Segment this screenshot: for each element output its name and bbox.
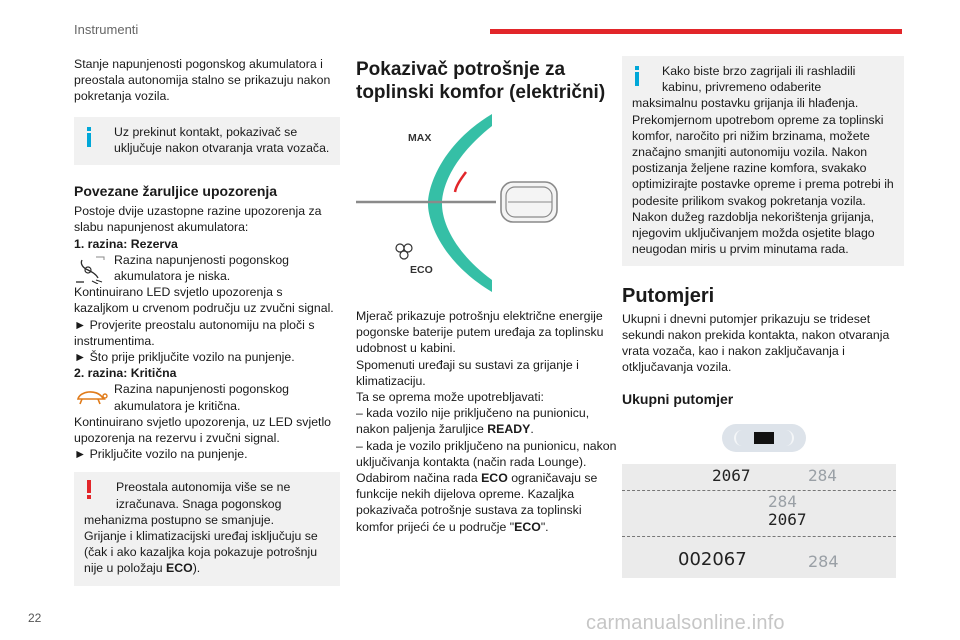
warning-line: mehanizma postupno se smanjuje. <box>84 512 275 527</box>
list-item: – kada je vozilo priključeno na punionicu, nakon uključivanja kontakta (način rada Lounge). <box>356 438 617 469</box>
eco-leaf-icon <box>396 244 412 259</box>
battery-reserve-warning-icon <box>74 254 108 288</box>
level2-description: Razina napunjenosti pogonskog akumulatora je kritična. <box>114 382 290 413</box>
info-icon <box>635 66 639 86</box>
column-3 <box>622 56 904 578</box>
section-heading: Putomjeri <box>622 285 715 308</box>
info-icon <box>87 127 91 147</box>
warning-box <box>74 472 340 585</box>
level2-row <box>74 381 340 413</box>
info-box <box>74 117 340 165</box>
section-heading: Pokazivač potrošnje za toplinski komfor (električni) <box>356 59 606 103</box>
info-line: kabinu, privremeno odaberite <box>662 80 822 95</box>
paragraph: Ukupni i dnevni putomjer prikazuju se trideset sekundi nakon prekida kontakta, nakon otvaranja vrata vozača, kao i nakon zaključavanja i otključavanja vozila. <box>622 311 890 375</box>
odometer-value: 002067 <box>678 548 747 570</box>
paragraph: Mjerač prikazuje potrošnju električne energije pogonske baterije putem uređaja za toplinsku udobnost u kabini. <box>356 309 604 356</box>
action-item: ► Što prije priključite vozilo na punjenje. <box>74 350 295 365</box>
level2-paragraph: Kontinuirano svjetlo upozorenja, uz LED svjetlo upozorenja na rezervu i zvučni signal. <box>74 414 332 446</box>
list-item: – kada vozilo nije priključeno na punionicu, nakon paljenja žaruljice READY. <box>356 406 590 437</box>
column-2 <box>356 56 620 535</box>
level1-paragraph: Kontinuirano LED svjetlo upozorenja s kazaljkom u crvenom području uz zvučni signal. <box>74 285 334 316</box>
trip-value: 284 <box>768 491 797 511</box>
info-box <box>622 56 904 266</box>
odometer-value: 2067 <box>768 509 807 529</box>
action-item: ► Provjerite preostalu autonomiju na ploči s instrumentima. <box>74 317 315 348</box>
column-1 <box>74 56 340 586</box>
odometer-value: 2067 <box>712 465 751 485</box>
level2-title: 2. razina: Kritična <box>74 366 177 381</box>
running-header: Instrumenti <box>74 22 139 37</box>
eco-label: ECO <box>481 471 508 486</box>
level1-title: 1. razina: Rezerva <box>74 236 178 251</box>
subsection-heading: Ukupni putomjer <box>622 391 734 408</box>
info-text: maksimalnu postavku grijanja ili hlađenja. Prekomjernom upotrebom opreme za toplinski komfor, naročito pri nižim brzinama, možete značajno smanjiti autonomiju vozila. Nakon postizanja željene razine komfora, svakako optimizirajte postavke opreme i prema potrebi ih podesite prilikom svakog pokretanja vozila. Nakon dužeg razdoblja nekorištenja grijanja, njegovim uključivanjem možda osjetite blago neugodan miris u prvim minutama rada. <box>632 96 894 257</box>
turtle-critical-warning-icon <box>74 383 108 415</box>
header-accent-bar <box>490 29 902 34</box>
paragraph: Postoje dvije uzastopne razine upozorenja za slabu napunjenost akumulatora: <box>74 204 322 235</box>
paragraph: Ta se oprema može upotrebljavati: <box>356 390 544 405</box>
action-item: ► Priključite vozilo na punjenje. <box>74 447 248 462</box>
gauge-illustration <box>356 112 620 292</box>
page-number: 22 <box>28 611 42 625</box>
warning-line: Preostala autonomija više se ne <box>116 480 291 495</box>
exclamation-icon <box>87 480 91 499</box>
section-heading: Povezane žaruljice upozorenja <box>74 183 278 200</box>
paragraph: Spomenuti uređaji su sustavi za grijanje i klimatizaciju. <box>356 357 579 388</box>
eco-label: ECO <box>514 519 541 534</box>
consumption-gauge <box>356 112 620 292</box>
odometer-illustration <box>622 418 904 578</box>
watermark: carmanualsonline.info <box>586 612 785 634</box>
level1-row <box>74 252 340 284</box>
warning-line: izračunava. Snaga pogonskog <box>116 496 282 511</box>
eco-label: ECO <box>166 561 193 576</box>
odometer-display <box>622 464 896 578</box>
warning-end: ). <box>192 561 201 576</box>
gauge-max-label: MAX <box>408 132 432 144</box>
trip-value: 284 <box>808 465 837 485</box>
info-line: Kako biste brzo zagrijali ili rashladili <box>662 64 856 78</box>
intro-paragraph: Stanje napunjenosti pogonskog akumulatora i preostala autonomija stalno se prikazuju nakon pokretanja vozila. <box>74 57 331 104</box>
gauge-eco-label: ECO <box>410 264 433 276</box>
trip-value: 284 <box>808 551 839 571</box>
paragraph: Odabirom načina rada ECO ograničavaju se funkcije nekih dijelova opreme. Kazaljka pokazivača potrošnje sustava za toplinski komfor prijeći će u područje "ECO". <box>356 471 598 534</box>
level1-description: Razina napunjenosti pogonskog akumulatora je niska. <box>114 252 290 284</box>
instrument-panel-icon <box>722 424 806 452</box>
info-text: Uz prekinut kontakt, pokazivač se uključuje nakon otvaranja vrata vozača. <box>114 124 330 155</box>
ready-label: READY <box>487 422 531 437</box>
warning-text: Grijanje i klimatizacijski uređaj isključuju se (čak i ako kazaljka koja pokazuje potrošnju nije u položaju <box>84 529 318 576</box>
